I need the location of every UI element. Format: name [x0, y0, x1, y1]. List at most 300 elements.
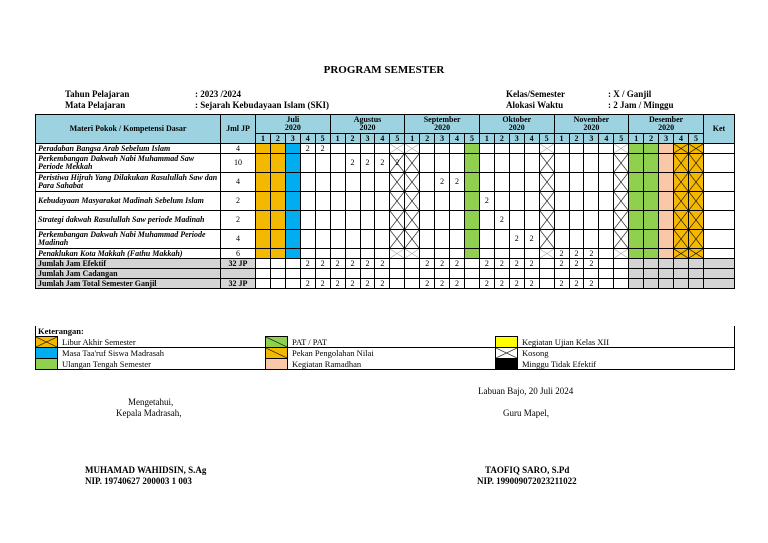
total-week-cell: 2 [330, 259, 345, 269]
week-cell [479, 211, 494, 230]
week-cell [435, 144, 450, 154]
materi-cell: Peristiwa Hijrah Yang Dilakukan Rasulullah Saw dan Para Sahabat [36, 173, 221, 192]
week-cell [554, 230, 569, 249]
total-jp: 32 JP [221, 259, 256, 269]
week-cell [524, 211, 539, 230]
week-cell [674, 249, 689, 259]
total-week-cell: 2 [509, 279, 524, 289]
total-week-cell [644, 279, 659, 289]
week-cell [479, 154, 494, 173]
week-cell [435, 211, 450, 230]
week-cell [315, 211, 330, 230]
total-label: Jumlah Jam Total Semester Ganjil [36, 279, 221, 289]
total-week-cell [435, 269, 450, 279]
week-cell [435, 230, 450, 249]
total-week-cell: 2 [584, 259, 599, 269]
week-number: 2 [270, 134, 285, 144]
week-cell [330, 230, 345, 249]
week-cell [285, 192, 300, 211]
week-number: 4 [674, 134, 689, 144]
total-week-cell: 2 [569, 279, 584, 289]
month-name: September [423, 115, 461, 124]
week-cell [599, 173, 614, 192]
week-number: 4 [524, 134, 539, 144]
total-jp: 32 JP [221, 279, 256, 289]
week-number: 1 [479, 134, 494, 144]
table-row [36, 249, 735, 259]
week-cell [494, 173, 509, 192]
week-cell [390, 173, 405, 192]
alokasi-value: : 2 Jam / Minggu [608, 100, 674, 110]
total-week-cell: 2 [554, 279, 569, 289]
week-cell [390, 192, 405, 211]
total-week-cell [554, 269, 569, 279]
week-cell [584, 192, 599, 211]
week-cell [659, 173, 674, 192]
week-number: 1 [256, 134, 271, 144]
week-cell: 2 [375, 154, 390, 173]
week-cell [614, 211, 629, 230]
guru-name: TAOFIQ SARO, S.Pd [485, 465, 570, 475]
week-cell [330, 154, 345, 173]
total-row [36, 269, 735, 279]
legend-label: Ulangan Tengah Semester [58, 359, 266, 370]
table-row [36, 154, 735, 173]
table-row [36, 173, 735, 192]
month-year: 2020 [284, 123, 301, 132]
legend-label: Libur Akhir Semester [62, 336, 136, 347]
week-cell [360, 144, 375, 154]
week-number: 1 [405, 134, 420, 144]
alokasi-label: Alokasi Waktu [506, 100, 564, 110]
table-row [36, 144, 735, 154]
week-cell [405, 211, 420, 230]
total-week-cell [465, 259, 480, 269]
week-cell [539, 154, 554, 173]
total-week-cell [494, 269, 509, 279]
week-cell [420, 144, 435, 154]
ujian-swatch [496, 337, 518, 348]
total-week-cell [674, 269, 689, 279]
week-cell [465, 192, 480, 211]
total-week-cell: 2 [420, 259, 435, 269]
total-week-cell: 2 [315, 259, 330, 269]
ket-cell [703, 192, 734, 211]
week-number: 3 [659, 134, 674, 144]
total-week-cell [614, 259, 629, 269]
week-cell [539, 249, 554, 259]
week-cell [300, 192, 315, 211]
week-cell [256, 192, 271, 211]
week-cell [494, 230, 509, 249]
week-cell [584, 173, 599, 192]
week-cell [345, 211, 360, 230]
total-week-cell [569, 269, 584, 279]
total-ket-cell [703, 259, 734, 269]
week-cell [674, 211, 689, 230]
week-cell [674, 173, 689, 192]
week-cell [256, 249, 271, 259]
week-cell [509, 154, 524, 173]
total-week-cell: 2 [315, 279, 330, 289]
week-cell [629, 154, 644, 173]
week-cell [479, 144, 494, 154]
week-number: 4 [599, 134, 614, 144]
week-cell [270, 211, 285, 230]
table-row [36, 192, 735, 211]
ket-cell [703, 144, 734, 154]
week-cell [360, 211, 375, 230]
week-number: 5 [539, 134, 554, 144]
total-week-cell: 2 [360, 279, 375, 289]
week-number: 3 [584, 134, 599, 144]
guru-label: Guru Mapel, [503, 408, 549, 418]
week-number: 3 [360, 134, 375, 144]
week-cell [450, 154, 465, 173]
week-cell [420, 154, 435, 173]
week-cell [405, 144, 420, 154]
legend-label: Masa Taa'ruf Siswa Madrasah [58, 348, 266, 359]
week-cell [450, 211, 465, 230]
total-week-cell: 2 [450, 279, 465, 289]
week-cell [509, 211, 524, 230]
week-cell [599, 230, 614, 249]
week-cell [688, 144, 703, 154]
total-week-cell [285, 259, 300, 269]
week-cell [659, 192, 674, 211]
total-week-cell: 2 [300, 279, 315, 289]
week-cell [315, 192, 330, 211]
week-number: 1 [629, 134, 644, 144]
week-cell: 2 [450, 173, 465, 192]
total-week-cell: 2 [345, 279, 360, 289]
total-week-cell [285, 279, 300, 289]
week-cell [494, 249, 509, 259]
week-cell [569, 154, 584, 173]
week-cell [285, 154, 300, 173]
total-week-cell [256, 269, 271, 279]
week-number: 3 [285, 134, 300, 144]
week-cell [465, 249, 480, 259]
total-week-cell: 2 [569, 259, 584, 269]
week-cell [285, 173, 300, 192]
total-week-cell [405, 279, 420, 289]
header-month [330, 115, 405, 134]
total-week-cell [644, 269, 659, 279]
week-cell [629, 230, 644, 249]
total-week-cell [599, 259, 614, 269]
kelas-value: : X / Ganjil [608, 89, 652, 99]
week-cell [420, 249, 435, 259]
total-week-cell [390, 269, 405, 279]
total-week-cell [330, 269, 345, 279]
week-number: 1 [554, 134, 569, 144]
week-cell [554, 211, 569, 230]
kepala-name: MUHAMAD WAHIDSIN, S.Ag [85, 465, 207, 475]
total-ket-cell [703, 279, 734, 289]
week-cell: 2 [584, 249, 599, 259]
semester-schedule-table [35, 114, 735, 289]
header-jml-jp: Jml JP [221, 115, 256, 144]
week-cell [569, 192, 584, 211]
legend-table [35, 326, 735, 370]
week-cell [614, 144, 629, 154]
week-cell [330, 211, 345, 230]
legend-label: Kosong [518, 348, 735, 359]
week-cell [390, 144, 405, 154]
total-week-cell [539, 259, 554, 269]
header-ket: Ket [703, 115, 734, 144]
guru-nip: NIP. 199009072023211022 [477, 476, 577, 486]
week-cell [360, 173, 375, 192]
month-name: Juli [286, 115, 300, 124]
materi-cell: Peradaban Bangsa Arab Sebelum Islam [36, 144, 221, 154]
week-cell [524, 249, 539, 259]
total-label: Jumlah Jam Efektif [36, 259, 221, 269]
total-ket-cell [703, 269, 734, 279]
week-cell [599, 192, 614, 211]
total-week-cell: 2 [479, 279, 494, 289]
week-cell [375, 144, 390, 154]
month-name: November [573, 115, 610, 124]
week-cell [554, 173, 569, 192]
header-month [256, 115, 331, 134]
week-cell [300, 173, 315, 192]
week-cell [644, 173, 659, 192]
week-number: 5 [465, 134, 480, 144]
materi-cell: Kebudayaan Masyarakat Madinah Sebelum Islam [36, 192, 221, 211]
week-cell [345, 230, 360, 249]
week-cell [659, 230, 674, 249]
week-cell [614, 192, 629, 211]
week-cell [479, 230, 494, 249]
week-cell [674, 154, 689, 173]
week-cell [315, 173, 330, 192]
week-cell: 2 [300, 144, 315, 154]
week-cell [659, 211, 674, 230]
total-week-cell: 2 [494, 259, 509, 269]
total-week-cell [614, 279, 629, 289]
week-cell [509, 192, 524, 211]
total-week-cell [599, 279, 614, 289]
ket-cell [703, 230, 734, 249]
week-cell [614, 230, 629, 249]
week-cell [405, 192, 420, 211]
legend-label: Minggu Tidak Efektif [518, 359, 735, 370]
week-cell [569, 211, 584, 230]
kelas-label: Kelas/Semester [506, 89, 565, 99]
total-row [36, 259, 735, 269]
total-label: Jumlah Jam Cadangan [36, 269, 221, 279]
total-week-cell [390, 279, 405, 289]
week-cell [644, 211, 659, 230]
week-cell [405, 249, 420, 259]
total-week-cell [509, 269, 524, 279]
week-cell [315, 249, 330, 259]
week-cell [569, 173, 584, 192]
total-week-cell: 2 [524, 279, 539, 289]
week-cell [539, 192, 554, 211]
total-row [36, 279, 735, 289]
week-number: 2 [494, 134, 509, 144]
total-jp [221, 269, 256, 279]
week-cell: 2 [345, 154, 360, 173]
total-week-cell: 2 [300, 259, 315, 269]
week-cell [465, 154, 480, 173]
week-cell [599, 154, 614, 173]
week-cell [345, 173, 360, 192]
week-cell [465, 173, 480, 192]
week-number: 4 [375, 134, 390, 144]
total-week-cell [539, 269, 554, 279]
total-week-cell: 2 [420, 279, 435, 289]
week-cell [659, 249, 674, 259]
week-cell [614, 249, 629, 259]
week-cell [465, 230, 480, 249]
week-cell [584, 154, 599, 173]
total-week-cell [270, 279, 285, 289]
week-cell [494, 154, 509, 173]
week-cell [360, 192, 375, 211]
week-cell [524, 173, 539, 192]
week-number: 5 [390, 134, 405, 144]
week-number: 3 [509, 134, 524, 144]
total-week-cell [659, 269, 674, 279]
total-week-cell [256, 259, 271, 269]
total-week-cell [629, 279, 644, 289]
materi-cell: Strategi dakwah Rasulullah Saw periode Madinah [36, 211, 221, 230]
total-week-cell [450, 269, 465, 279]
week-cell [494, 144, 509, 154]
week-cell [539, 144, 554, 154]
week-cell [688, 249, 703, 259]
legend-title: Keterangan: [36, 326, 735, 337]
legend-label: Kegiatan Ujian Kelas XII [518, 337, 735, 348]
month-year: 2020 [508, 123, 525, 132]
table-row [36, 211, 735, 230]
week-cell [659, 144, 674, 154]
legend-label: PAT / PAT [292, 336, 328, 347]
total-week-cell [659, 279, 674, 289]
month-name: Desember [648, 115, 684, 124]
materi-cell: Perkembangan Dakwah Nabi Muhammad Saw Periode Mekkah [36, 154, 221, 173]
total-week-cell [465, 269, 480, 279]
mapel-label: Mata Pelajaran [65, 100, 126, 110]
week-cell [435, 192, 450, 211]
total-week-cell [300, 269, 315, 279]
week-cell [256, 154, 271, 173]
week-cell [629, 144, 644, 154]
week-cell [479, 173, 494, 192]
jp-cell: 2 [221, 192, 256, 211]
jp-cell: 6 [221, 249, 256, 259]
week-cell [554, 192, 569, 211]
month-year: 2020 [583, 123, 600, 132]
total-week-cell: 2 [479, 259, 494, 269]
total-week-cell [524, 269, 539, 279]
week-cell [450, 192, 465, 211]
week-cell [450, 230, 465, 249]
week-cell [479, 249, 494, 259]
total-week-cell [674, 279, 689, 289]
total-week-cell [644, 259, 659, 269]
week-cell: 2 [554, 249, 569, 259]
week-number: 5 [315, 134, 330, 144]
kosong-swatch [496, 348, 518, 359]
week-cell [315, 230, 330, 249]
week-cell [390, 249, 405, 259]
week-cell [270, 173, 285, 192]
week-cell [584, 230, 599, 249]
week-cell [509, 249, 524, 259]
week-cell [599, 211, 614, 230]
total-week-cell [420, 269, 435, 279]
week-cell [674, 144, 689, 154]
jp-cell: 4 [221, 173, 256, 192]
total-week-cell: 2 [345, 259, 360, 269]
pengolahan-swatch [266, 348, 288, 359]
week-cell [256, 173, 271, 192]
taaruf-swatch [36, 348, 58, 359]
week-cell [494, 192, 509, 211]
total-week-cell [629, 259, 644, 269]
week-cell: 2 [524, 230, 539, 249]
week-cell [688, 211, 703, 230]
week-cell [300, 249, 315, 259]
total-week-cell [315, 269, 330, 279]
week-number: 3 [435, 134, 450, 144]
header-month [629, 115, 704, 134]
week-cell [420, 173, 435, 192]
week-cell [629, 192, 644, 211]
week-cell [435, 154, 450, 173]
week-cell [256, 211, 271, 230]
week-cell [599, 144, 614, 154]
week-cell [375, 173, 390, 192]
week-cell [390, 230, 405, 249]
legend-label: Pekan Pengolahan Nilai [288, 348, 496, 359]
week-cell [360, 230, 375, 249]
week-cell [644, 192, 659, 211]
month-year: 2020 [434, 123, 451, 132]
kepala-nip: NIP. 19740627 200003 1 003 [85, 476, 192, 486]
week-cell [285, 144, 300, 154]
week-cell [688, 230, 703, 249]
total-week-cell [405, 269, 420, 279]
total-week-cell: 2 [330, 279, 345, 289]
week-cell [375, 211, 390, 230]
week-cell [569, 230, 584, 249]
week-cell [300, 154, 315, 173]
total-week-cell [345, 269, 360, 279]
week-cell: 2 [435, 173, 450, 192]
week-cell [270, 192, 285, 211]
table-row [36, 230, 735, 249]
mengetahui-label: Mengetahui, [128, 397, 174, 407]
week-cell [569, 144, 584, 154]
week-cell [465, 144, 480, 154]
week-number: 4 [300, 134, 315, 144]
materi-cell: Penaklukan Kota Makkah (Fathu Makkah) [36, 249, 221, 259]
total-week-cell [390, 259, 405, 269]
week-cell [270, 154, 285, 173]
tidak-efektif-swatch [496, 359, 518, 370]
week-cell [360, 249, 375, 259]
week-cell [345, 249, 360, 259]
week-number: 5 [688, 134, 703, 144]
week-cell [539, 173, 554, 192]
week-cell [674, 230, 689, 249]
